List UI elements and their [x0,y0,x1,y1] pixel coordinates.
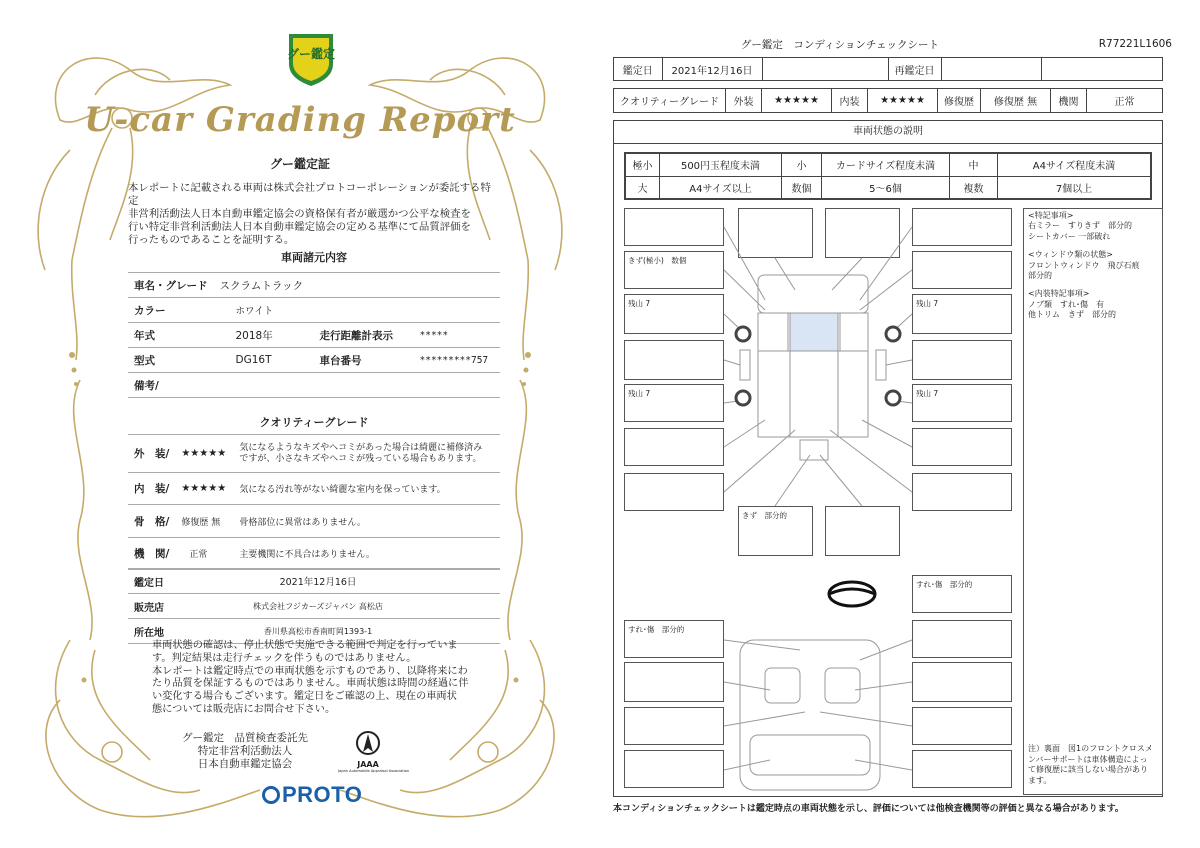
chassis-label: 車台番号 [314,348,414,373]
intro-line: 本レポートに記載される車両は株式会社プロトコーポレーションが委託する特定 [128,182,491,207]
legend-value: 7個以上 [998,176,1151,199]
quality-value: 正常 [175,538,233,570]
footnote-line: ンバーサポートは車体構造によっ [1028,754,1148,764]
proto-logo-text: PROTO [282,782,363,807]
appraisal-date-value: 2021年12月16日 [210,569,500,594]
interior-value: ★★★★★ [868,89,938,112]
damage-cell [912,707,1012,745]
footnote-line: ます。 [1028,775,1052,785]
sheet-title: グー鑑定 コンディションチェックシート [740,39,940,51]
note-line: 右ミラー すりきず 部分的 [1028,221,1132,231]
footnote [1028,744,1160,786]
quality-desc: ですが、小さなキズやヘコミが残っている場合もあります。 [239,453,482,464]
date-value: 2021年12月16日 [662,58,762,80]
goo-appraisal-badge-icon [286,30,336,88]
legend-label: 複数 [950,176,998,199]
appraisal-date-label: 鑑定日 [128,569,210,594]
damage-cell [912,428,1012,466]
dealer-label: 販売店 [128,594,210,619]
color-label: カラー [128,298,214,323]
year-value: 2018年 [214,323,314,348]
engine-label: 機関 [1051,89,1087,112]
exterior-label: 外装 [726,89,762,112]
quality-section-title: クオリティーグレード [259,416,369,429]
sheet-reference-number: R77221L1606 [1098,38,1172,50]
intro-line: 行い特定非営利活動法人日本自動車鑑定協会の定める基準にて品質評価を [128,221,471,233]
damage-cell [912,384,1012,422]
bottom-damage-note: きず 部分的 [742,511,787,520]
tire-tread-note: 残山 7 [628,299,651,308]
quality-table [128,434,500,570]
damage-cell [825,506,900,556]
model-value: DG16T [214,348,314,373]
jaaa-name: Japan Automobile Appraisal Association [338,769,410,773]
proto-mark-icon [262,786,280,804]
note-head: <ウィンドウ類の状態> [1028,250,1113,260]
tire-tread-note: 残山 7 [628,389,651,398]
damage-cell [912,662,1012,702]
certificate-notes [152,640,482,717]
tire-tread-note: 残山 7 [916,389,939,398]
note-line: フロントウィンドウ 飛び石痕 [1028,260,1140,270]
quality-desc: 気になるようなキズやヘコミがあった場合は綺麗に補修済み [239,442,483,453]
repair-value: 修復歴 無 [981,89,1051,112]
damage-cell [624,662,724,702]
mileage-value: ***** [414,323,501,348]
damage-cell [912,473,1012,511]
condition-explain-title: 車両状態の説明 [613,120,1163,144]
quality-label: 骨 格/ [128,505,175,538]
car-name-label: 車名・グレード [128,273,214,298]
damage-cell [624,208,724,246]
footnote-line: 注）裏面 図1のフロントクロスメ [1028,744,1153,754]
quality-value: ★★★★★ [175,435,233,473]
note-line: 他トリム きず 部分的 [1028,310,1116,320]
certificate-intro [128,182,500,247]
size-legend [624,152,1152,200]
damage-cell [825,208,900,258]
note-line: 本レポートは鑑定時点での車両状態を示すものであり、以降将来にわ [152,665,468,677]
damage-cell [624,251,724,289]
color-value: ホワイト [214,298,501,323]
quality-value: 修復歴 無 [175,505,233,538]
damage-cell [912,575,1012,613]
damage-note: きず(極小) 数個 [628,256,687,265]
jaaa-emblem-icon [355,730,381,760]
inspection-organization [165,732,325,771]
repair-label: 修復歴 [938,89,981,112]
tire-tread-note: 残山 7 [916,299,939,308]
model-label: 型式 [128,348,214,373]
jaaa-abbr: JAAA [357,760,379,769]
jaaa-logo [338,730,410,773]
legend-value: A4サイズ程度未満 [998,154,1151,177]
quality-desc: 骨格部位に異常はありません。 [233,505,500,538]
address-value: 香川県高松市香南町岡1393-1 [210,619,500,644]
damage-cell [738,208,813,258]
org-line: グー鑑定 品質検査委託先 [182,732,308,744]
spec-section-title: 車両諸元内容 [281,251,347,264]
damage-cell [912,208,1012,246]
intro-line: 行ったものであることを証明する。 [128,234,295,246]
quality-value: ★★★★★ [175,473,233,505]
damage-cell [624,294,724,334]
dealer-value: 株式会社フジカーズジャパン 高松店 [210,594,500,619]
dealer-table [128,568,500,644]
quality-label: 内 装/ [128,473,175,505]
legend-label: 極小 [626,154,660,177]
legend-label: 中 [950,154,998,177]
report-script-title: U-car Grading Report [84,100,516,140]
special-notes-box [1023,208,1163,795]
note-line: たり品質を保証するものではありません。車両状態は時間の経過に伴 [152,678,469,690]
org-line: 日本自動車鑑定協会 [197,758,293,770]
date-row [613,57,1163,81]
quality-label: 外 装/ [128,435,175,473]
engine-value: 正常 [1087,89,1163,112]
reappraisal-label: 再鑑定日 [888,58,941,80]
damage-cell [624,384,724,422]
steering-damage-note: すれ･傷 部分的 [916,580,973,589]
year-label: 年式 [128,323,214,348]
damage-cell [912,750,1012,788]
remarks-label: 備考/ [128,373,500,398]
badge-text: グー鑑定 [286,47,336,61]
sheet-disclaimer: 本コンディションチェックシートは鑑定時点の車両状態を示し、評価については他検査機関等の評価と異なる場合があります。 [613,804,1124,814]
damage-cell [912,620,1012,658]
damage-cell [912,294,1012,334]
note-line: 態については販売店にお問合せ下さい。 [152,703,336,715]
quality-grade-label: クオリティーグレード [620,97,719,108]
footnote-line: て修復歴に該当しない場合があり [1028,765,1148,775]
certificate-subtitle: グー鑑定証 [269,157,330,171]
exterior-value: ★★★★★ [762,89,832,112]
legend-value: A4サイズ以上 [660,176,782,199]
damage-cell [624,707,724,745]
quality-desc: 主要機関に不具合はありません。 [233,538,500,570]
legend-label: 数個 [782,176,822,199]
grade-row [613,88,1163,113]
note-line: 部分的 [1028,271,1052,281]
chassis-value: *********757 [414,348,501,373]
quality-desc: 気になる汚れ等がない綺麗な室内を保っています。 [233,473,500,505]
damage-cell [624,428,724,466]
interior-label: 内装 [832,89,868,112]
note-line: い変化する場合もございます。鑑定日をご確認の上、現在の車両状 [152,691,457,703]
date-label: 鑑定日 [622,65,653,77]
note-line: シートカバー 一部破れ [1028,231,1111,241]
org-line: 特定非営利活動法人 [197,745,293,757]
damage-cell [624,473,724,511]
interior-damage-note: すれ･傷 部分的 [628,625,685,634]
condition-check-sheet [600,0,1200,848]
legend-label: 大 [626,176,660,199]
damage-cell [624,340,724,380]
legend-value: 5〜6個 [822,176,950,199]
address-label: 所在地 [128,619,210,644]
note-head: <内装特記事項> [1028,289,1090,299]
note-line: 車両状態の確認は、停止状態で実施できる範囲で判定を行っていま [152,640,458,651]
legend-label: 小 [782,154,822,177]
car-name-value: スクラムトラック [214,273,501,298]
damage-cell [912,251,1012,289]
damage-cell [912,340,1012,380]
damage-cell [624,750,724,788]
intro-line: 非営利活動法人日本自動車鑑定協会の資格保有者が厳選かつ公平な検査を [128,208,471,220]
damage-cell [738,506,813,556]
damage-cell [624,620,724,658]
note-head: <特記事項> [1028,211,1074,220]
note-line: す。判定結果は走行チェックを伴うものではありません。 [152,652,417,664]
note-line: ノブ類 すれ･傷 有 [1028,299,1104,309]
mileage-label: 走行距離計表示 [314,323,414,348]
proto-logo [262,782,372,808]
legend-value: カードサイズ程度未満 [822,154,950,177]
legend-value: 500円玉程度未満 [660,154,782,177]
quality-label: 機 関/ [128,538,175,570]
spec-table [128,272,500,398]
